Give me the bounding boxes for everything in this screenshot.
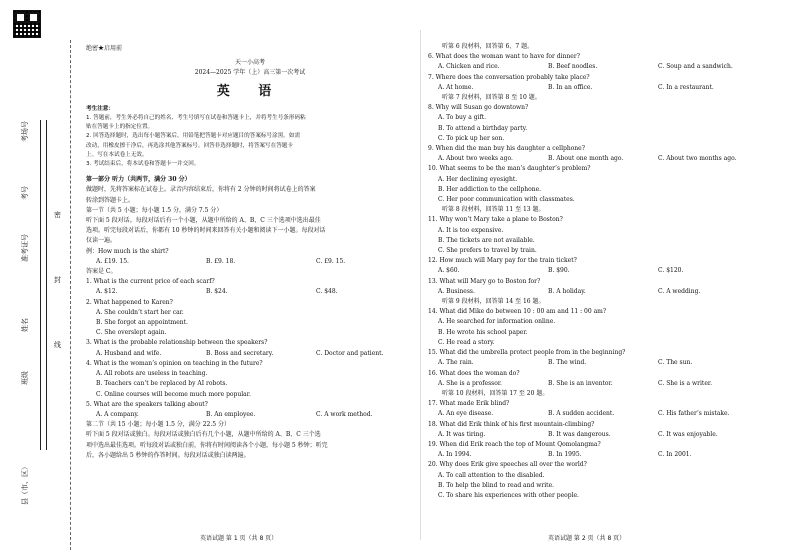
option: A. An eye disease. [438,410,494,418]
option: C. About two months ago. [658,155,737,163]
question-text: 12. How much will Mary pay for the train ticket? [428,257,577,265]
option: B. $90. [548,267,570,275]
option: C. His father’s mistake. [658,410,730,418]
option-row [428,62,768,72]
question-text: 6. What does the woman want to have for dinner? [428,53,580,61]
left-questions [86,277,414,420]
option-row [428,154,768,164]
question-text: 7. Where does the conversation probably take place? [428,73,590,81]
option: B. Boss and secretary. [206,349,274,357]
notice-item: 1. 答题前，考生务必将自己的姓名、考生号填写在试卷和答题卡上，并将考生号条形码粘 [86,115,306,122]
example-question: 例：How much is the shirt? [86,247,169,255]
option: A. $60. [438,267,460,275]
option: A. About two weeks ago. [438,155,513,163]
option-row [428,83,768,93]
option: A. The rain. [438,359,474,367]
seal-word-xian: 线 [54,341,61,349]
option: C. In 2001. [658,451,692,459]
option: A. Her declining eyesight. [438,175,518,183]
section2-intro: 后，各小题给出 5 秒钟的作答时间。每段对话或独白读两遍。 [86,451,250,459]
listening-prompt: 听第 7 段材料，回答第 8 至 10 题。 [442,94,541,102]
notice-item: 2. 回答选择题时，选出每小题答案后，用铅笔把答题卡对应题目的答案标号涂黑。如需 [86,133,301,140]
option: A. He searched for information online. [438,318,556,326]
question-text: 17. What made Erik blind? [428,400,510,408]
question-text: 14. What did Mike do between 10 : 00 am and 11 : 00 am? [428,308,607,316]
option: A. She couldn’t start her car. [96,308,184,316]
option: C. She is a writer. [658,379,713,387]
notice-item: 上。写在本试卷上无效。 [86,151,148,158]
option: B. The tickets are not available. [438,236,535,244]
part1-block [86,175,414,277]
option: A. At home. [438,83,474,91]
option-row [428,450,768,460]
question-text: 11. Why won’t Mary take a plane to Boston? [428,216,563,224]
option: C. Online courses will become much more popular. [96,390,251,398]
field-name: 姓名 [21,318,29,332]
question-text: 20. Why does Erik give speeches all over the world? [428,461,587,469]
section1-title: 第一节（共 5 小题；每小题 1.5 分，满分 7.5 分） [86,206,223,214]
field-exam-no: 考号 [21,186,29,200]
section1-intro: 听下面 5 段对话。每段对话后有一个小题，从题中所给的 A、B、C 三个选项中选出最佳 [86,217,321,225]
option: B. Beef noodles. [548,63,598,71]
binding-strip [0,0,78,560]
seal-dashed-line [70,40,71,550]
option: B. Teachers can’t be replaced by AI robots. [96,380,228,388]
option: B. $24. [206,288,228,296]
option: C. Soup and a sandwich. [658,63,733,71]
footer-page-2: 英语试题 第 2 页（共 8 页） [548,535,626,542]
option: C. He read a story. [438,338,495,346]
option: B. A sudden accident. [548,410,615,418]
option: C. $120. [658,267,684,275]
listening-prompt: 听第 6 段材料，回答第 6、7 题。 [442,43,534,50]
option: C. She overslept again. [96,329,167,337]
option: A. She is a professor. [438,379,502,387]
option-row [428,409,768,419]
option: A. In 1994. [438,451,472,459]
section2-intro: 听下面 5 段对话或独白。每段对话或独白后有几个小题，从题中所给的 A、B、C 三个选 [86,431,321,439]
field-county: 县（市、区） [21,463,29,505]
option: B. In 1995. [548,451,582,459]
field-admission-no: 准考证号 [21,234,29,262]
question-text: 15. What did the umbrella protect people from in the beginning? [428,349,626,357]
part1-title: 第一部分 听力（共两节，满分 30 分） [86,176,191,184]
option: A. It was tiring. [438,430,486,438]
question-text: 4. What is the woman’s opinion on teaching in the future? [86,359,263,367]
secret-mark: 绝密★启用前 [86,45,123,52]
question-text: 18. What did Erik think of his first mountain-climbing? [428,420,595,428]
question-text: 16. What does the woman do? [428,369,520,377]
option: A. Business. [438,287,475,295]
section1-intro: 选项。听完每段对话后，你都有 10 秒钟的时间来回答有关小题和阅读下一小题。每段对话 [86,227,326,235]
part1-intro: 转涂到答题卡上。 [86,196,135,204]
question-text: 2. What happened to Karen? [86,298,173,306]
option: A. Chicken and rice. [438,63,500,71]
option: A. It is too expensive. [438,226,504,234]
option: C. It was enjoyable. [658,430,718,438]
listening-prompt: 听第 9 段材料，回答第 14 至 16 题。 [442,298,545,306]
question-text: 1. What is the current price of each scarf? [86,278,215,286]
option: C. Doctor and patient. [316,349,384,357]
section2-intro: 项中选出最佳选项。听每段对话或独白前，你将有时间阅读各个小题，每小题 5 秒钟；听完 [86,441,328,449]
question-text: 8. Why will Susan go downtown? [428,104,529,112]
qr-code [13,10,41,38]
seal-word-feng: 封 [54,276,61,284]
option: B. He wrote his school paper. [438,328,528,336]
subject-title: 英 语 [216,83,284,99]
part1-intro: 做题时，先将答案标在试卷上。录音内容结束后，你将有 2 分钟的时间将试卷上的答案 [86,186,316,194]
option: B. In an office. [548,83,593,91]
example-options [86,257,414,267]
option: B. The wind. [548,359,587,367]
option: C. £9. 15. [316,257,346,265]
notice-item: 改动，用橡皮擦干净后，再选涂其他答案标号。回答非选择题时，将答案写在答题卡 [86,142,293,149]
field-class: 班级 [21,371,29,385]
option: B. To attend a birthday party. [438,124,528,132]
option: C. To share his experiences with other people. [438,491,579,499]
option-row [428,379,768,389]
question-text: 10. What seems to be the man’s daughter’s problem? [428,165,591,173]
option: C. She prefers to travel by train. [438,247,537,255]
binding-line-2 [46,120,47,450]
question-text: 19. When did Erik reach the top of Mount Qomolangma? [428,440,601,448]
option: B. Her addiction to the cellphone. [438,185,542,193]
option: A. All robots are useless in teaching. [96,370,208,378]
question-text: 3. What is the probable relationship between the speakers? [86,339,268,347]
option-row [86,349,414,359]
option: C. A work method. [316,410,373,418]
question-text: 13. What will Mary go to Boston for? [428,277,541,285]
option: C. To pick up her son. [438,134,505,142]
option: A. £19. 15. [96,257,129,265]
option-row [86,410,414,420]
page-2-column [428,42,768,501]
option: B. She is an inventor. [548,379,613,387]
option-row [428,358,768,368]
seal-word-mi: 密 [54,211,61,219]
option: A. Husband and wife. [96,349,162,357]
option: B. To help the blind to read and write. [438,481,555,489]
exam-name: 天一小高考 [234,59,265,67]
section2-block [86,420,414,461]
option: B. About one month ago. [548,155,624,163]
option-row [428,430,768,440]
example-answer: 答案是 C。 [86,268,117,276]
listening-prompt: 听第 8 段材料，回答第 11 至 13 题。 [442,206,545,214]
footer-page-1: 英语试题 第 1 页（共 8 页） [200,535,278,542]
section1-intro: 仅读一遍。 [86,237,117,245]
section2-title: 第二节（共 15 小题；每小题 1.5 分，满分 22.5 分） [86,421,230,429]
option: B. £9. 18. [206,257,236,265]
option: C. In a restaurant. [658,83,714,91]
notice-block [86,105,414,169]
question-text: 9. When did the man buy his daughter a cellphone? [428,145,585,153]
option: B. A holiday. [548,287,586,295]
option: A. $12. [96,288,118,296]
option: A. To buy a gift. [438,114,486,122]
option: C. $48. [316,288,338,296]
binding-line-1 [40,120,41,450]
option: C. Her poor communication with classmates. [438,196,575,204]
option: A. To call attention to the disabled. [438,471,545,479]
listening-prompt: 听第 10 段材料，回答第 17 至 20 题。 [442,389,549,397]
option-row [428,266,768,276]
option: C. The sun. [658,359,693,367]
option-row [428,287,768,297]
notice-item: 贴在答题卡上的指定位置。 [86,124,154,131]
notice-item: 3. 考试结束后，将本试卷和答题卡一并交回。 [86,161,200,168]
option: B. It was dangerous. [548,430,611,438]
option: B. She forgot an appointment. [96,319,188,327]
option: A. A company. [96,410,139,418]
field-exam-room: 考场号 [21,121,29,142]
question-text: 5. What are the speakers talking about? [86,400,208,408]
option-row [86,287,414,297]
page-1-column [86,44,414,461]
option: C. A wedding. [658,287,701,295]
notice-title: 考生注意： [86,105,114,112]
page-divider [420,30,421,540]
option: B. An employee. [206,410,256,418]
exam-year: 2024—2025 学年（上）高三第一次考试 [194,69,306,77]
